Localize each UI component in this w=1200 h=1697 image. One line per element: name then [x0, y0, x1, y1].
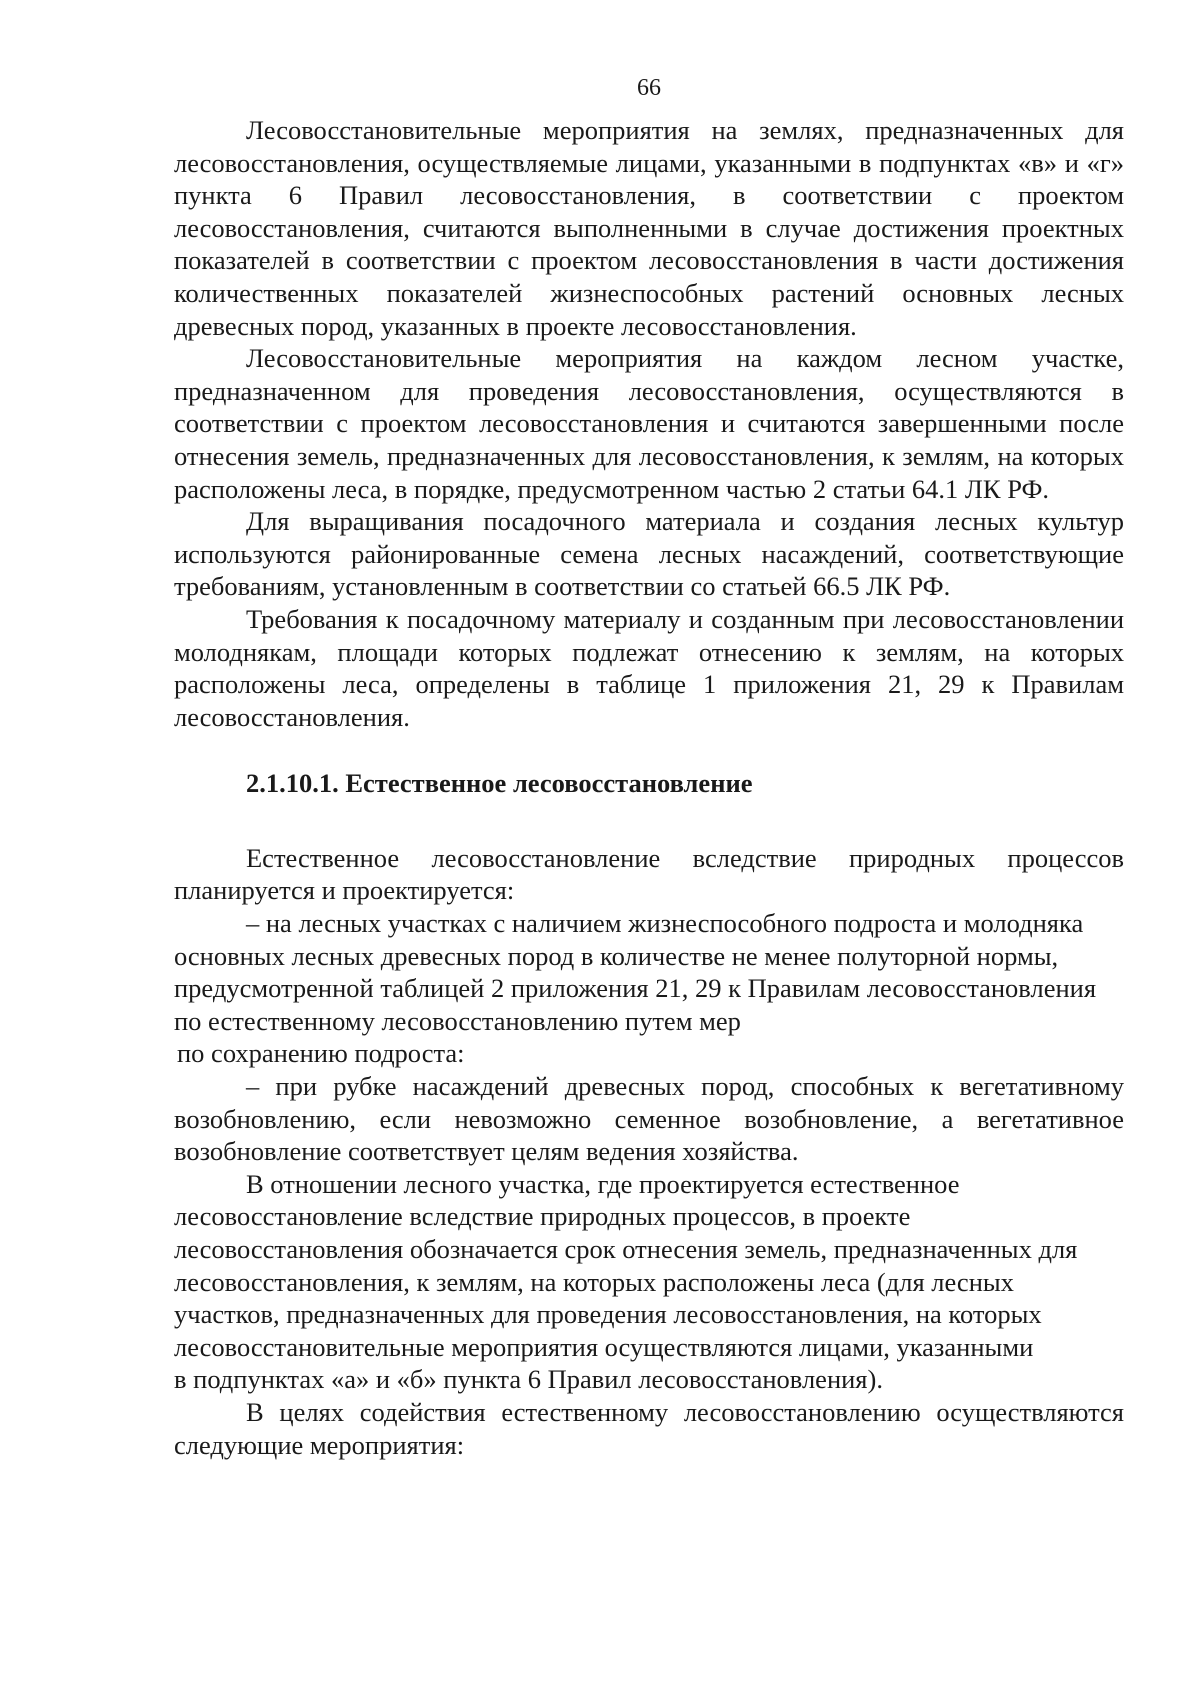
- paragraph-seeds: Для выращивания посадочного материала и создания лесных культур используются районированные семена лесных насаждений, соответствующие требованиям, установленным в соответствии со статьей 66.5 ЛК РФ.: [174, 506, 1124, 602]
- paragraph-planting-requirements: Требования к посадочному материалу и созданным при лесовосстановлении молоднякам, площади которых подлежат отнесению к землям, на которых расположены леса, определены в таблице 1 приложения 21, 29 к Правилам лесовосстановления.: [174, 603, 1124, 732]
- paragraph-completion-criteria: Лесовосстановительные мероприятия на землях, предназначенных для лесовосстановления, осуществляемые лицами, указанными в подпунктах «в» и «г» пункта 6 Правил лесовосстановления, в соответствии с проектом лесовосстановления, считаются выполненными в случае достижения проектных показателей в соответствии с проектом лесовосстановления в части достижения количественных показателей жизнеспособных растений основных лесных древесных пород, указанных в проекте лесовосстановления.: [174, 115, 1124, 341]
- paragraph-assistance-measures: В целях содействия естественному лесовосстановлению осуществляются следующие мероприятия:: [174, 1396, 1124, 1460]
- paragraph-plot-deadline: В отношении лесного участка, где проектируется естественное лесовосстановление вследствие природных процессов, в проекте лесовосстановления обозначается срок отнесения земель, предназначенных для лесовосстановления, к землям, на которых расположены леса (для лесных участков, предназначенных для проведения лесовосстановления, на которых лесовосстановительные мероприятия осуществляются лицами, указанными: [174, 1168, 1078, 1362]
- page-number: 66: [637, 75, 661, 101]
- section-heading: 2.1.10.1. Естественное лесовосстановление: [246, 768, 753, 799]
- paragraph-plot-deadline-tail: в подпунктах «а» и «б» пункта 6 Правил лесовосстановления).: [174, 1364, 883, 1395]
- paragraph-completion-on-plot: Лесовосстановительные мероприятия на каждом лесном участке, предназначенном для проведения лесовосстановления, осуществляются в соответствии с проектом лесовосстановления и считаются завершенными после отнесения земель, предназначенных для лесовосстановления, к землям, на которых расположены леса, в порядке, предусмотренном частью 2 статьи 64.1 ЛК РФ.: [174, 343, 1124, 504]
- paragraph-natural-intro: Естественное лесовосстановление вследствие природных процессов планируется и проектируется:: [174, 842, 1124, 906]
- document-body: [174, 114, 1124, 1461]
- list-item-undergrowth: – на лесных участках с наличием жизнеспособного подроста и молодняка основных лесных древесных пород в количестве не менее полуторной нормы, предусмотренной таблицей 2 приложения 21, 29 к Правилам лесовосстановления по естественному лесовосстановлению путем мер: [174, 908, 1097, 1036]
- list-item-vegetative: – при рубке насаждений древесных пород, способных к вегетативному возобновлению, если невозможно семенное возобновление, а вегетативное возобновление соответствует целям ведения хозяйства.: [174, 1071, 1124, 1167]
- list-item-undergrowth-tail: по сохранению подроста:: [177, 1038, 465, 1069]
